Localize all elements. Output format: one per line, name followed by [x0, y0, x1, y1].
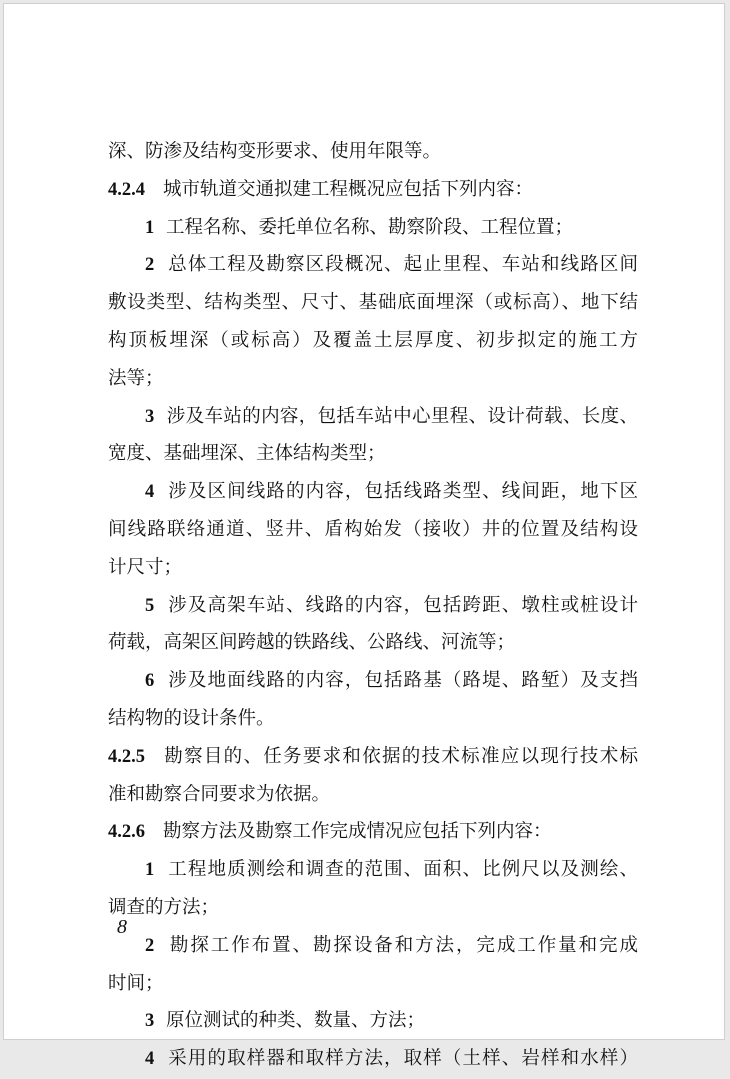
item-number: 6	[145, 671, 155, 692]
text-line: 时间；	[108, 972, 164, 994]
text-line: 深、防渗及结构变形要求、使用年限等。	[108, 141, 442, 162]
list-item: 6 涉及地面线路的内容，包括路基（路堤、路堑）及支挡	[145, 670, 638, 692]
item-number: 2	[145, 935, 155, 956]
document-page	[3, 3, 725, 1070]
text-line: 敷设类型、结构类型、尺寸、基础底面埋深（或标高）、地下结	[108, 292, 638, 314]
list-item: 4 涉及区间线路的内容，包括线路类型、线间距，地下区	[145, 481, 638, 503]
list-item: 5 涉及高架车站、线路的内容，包括跨距、墩柱或桩设计	[145, 594, 638, 616]
item-number: 3	[145, 1011, 155, 1032]
text-line: 准和勘察合同要求为依据。	[108, 783, 331, 805]
text-line: 计尺寸；	[108, 556, 183, 578]
item-number: 2	[145, 255, 155, 276]
clause-number: 4.2.4	[108, 179, 145, 200]
list-item: 3 原位测试的种类、数量、方法；	[145, 1010, 426, 1032]
text-line: 宽度、基础埋深、主体结构类型；	[108, 443, 386, 465]
clause-number: 4.2.6	[108, 822, 145, 843]
list-item: 2 总体工程及勘察区段概况、起止里程、车站和线路区间	[145, 254, 638, 276]
clause-heading-4-2-6: 4.2.6 勘察方法及勘察工作完成情况应包括下列内容：	[108, 821, 552, 843]
item-number: 4	[145, 482, 155, 503]
item-number: 1	[145, 860, 155, 881]
item-number: 5	[145, 595, 155, 616]
item-number: 3	[145, 406, 155, 427]
text-line: 构顶板埋深（或标高）及覆盖土层厚度、初步拟定的施工方	[108, 329, 638, 351]
text-line: 荷载，高架区间跨越的铁路线、公路线、河流等；	[108, 632, 516, 654]
item-number: 1	[145, 217, 155, 238]
text-line: 调查的方法；	[108, 896, 220, 918]
item-number: 4	[145, 1049, 155, 1070]
list-item: 2 勘探工作布置、勘探设备和方法，完成工作量和完成	[145, 934, 638, 956]
text-line: 结构物的设计条件。	[108, 707, 275, 729]
list-item: 4 采用的取样器和取样方法，取样（土样、岩样和水样）	[145, 1048, 638, 1070]
list-item: 1 工程地质测绘和调查的范围、面积、比例尺以及测绘、	[145, 859, 638, 881]
list-item: 3 涉及车站的内容，包括车站中心里程、设计荷载、长度、	[145, 405, 638, 427]
clause-heading-4-2-4: 4.2.4 城市轨道交通拟建工程概况应包括下列内容：	[108, 178, 534, 200]
clause-heading-4-2-5: 4.2.5 勘察目的、任务要求和依据的技术标准应以现行技术标	[108, 745, 638, 767]
text-line: 间线路联络通道、竖井、盾构始发（接收）井的位置及结构设	[108, 518, 638, 540]
text-line: 法等；	[108, 367, 164, 389]
list-item: 1 工程名称、委托单位名称、勘察阶段、工程位置；	[145, 216, 574, 238]
page-number: 8	[117, 916, 127, 938]
page-body	[108, 133, 638, 1078]
clause-number: 4.2.5	[108, 746, 145, 767]
